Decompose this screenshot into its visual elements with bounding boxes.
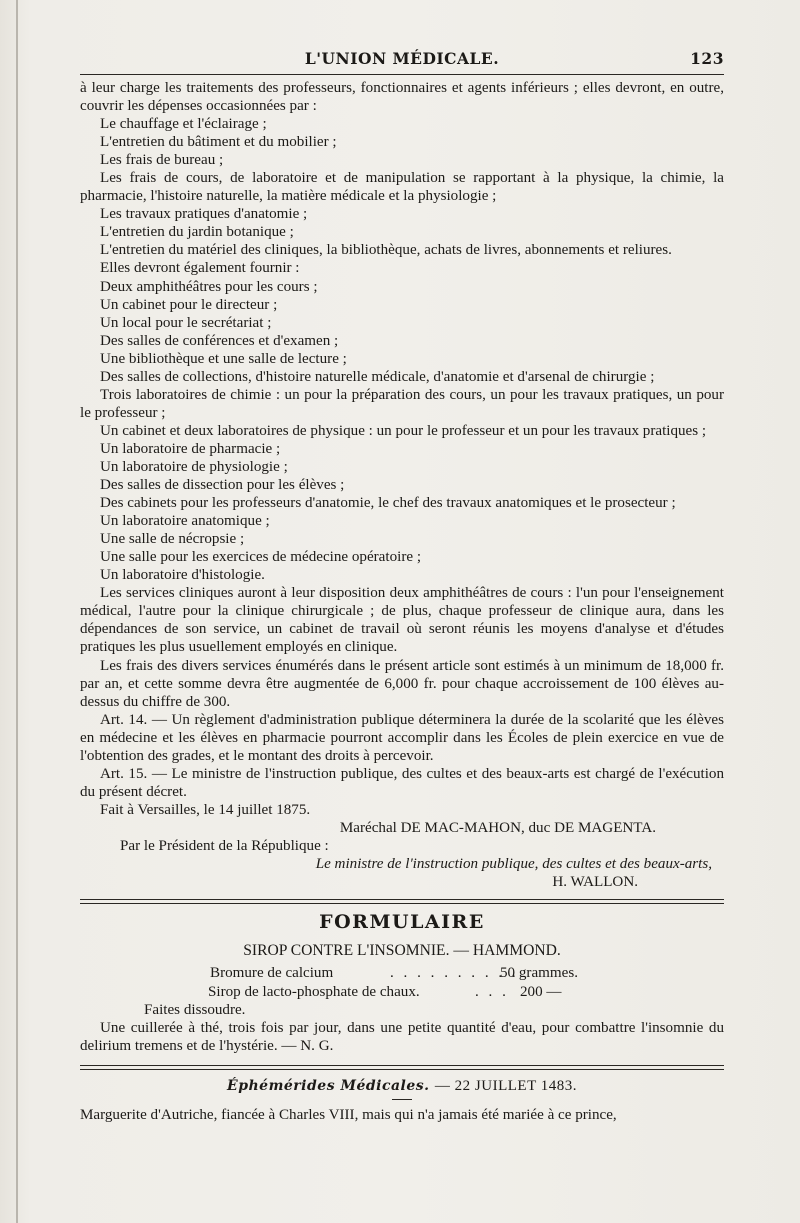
ephemerides-text: Marguerite d'Autriche, fiancée à Charles VIII, mais qui n'a jamais été mariée à ce prince, (80, 1107, 617, 1124)
ingredient-name: Bromure de calcium (210, 965, 334, 982)
formulaire-title: FORMULAIRE (319, 911, 485, 934)
page-number: 123 (690, 49, 724, 68)
short-dash (392, 1099, 412, 1100)
paragraph: Un laboratoire de pharmacie ; (100, 440, 281, 457)
paragraph: Les frais de cours, de laboratoire et de manipulation se rapportant à la physique, la chimie, la pharmacie, l'histoire naturelle, la matière médicale et la physiologie ; (80, 170, 724, 205)
paragraph: Fait à Versailles, le 14 juillet 1875. (100, 801, 311, 818)
instruction-dissolve: Faites dissoudre. (144, 1002, 246, 1019)
paragraph: Un cabinet et deux laboratoires de physique : un pour le professeur et un pour les travaux pratiques ; (100, 422, 707, 439)
ingredient-quantity: 200 — (520, 983, 562, 1000)
paragraph: Les frais de bureau ; (100, 152, 224, 169)
by-president: Par le Président de la République : (120, 837, 329, 854)
ingredient-row (80, 983, 724, 1002)
paragraph: Un local pour le secrétariat ; (100, 314, 272, 331)
paragraph: Elles devront également fournir : (100, 260, 300, 277)
decree-text (80, 79, 724, 891)
paragraph: Art. 14. — Un règlement d'administration publique déterminera la durée de la scolarité que les élèves en médecine et les élèves en pharmacie pourront accomplir dans les Écoles de plein exercice en vue de l'obtention des grades, et le montant des droits à percevoir. (80, 711, 724, 764)
paragraph: Un laboratoire d'histologie. (100, 567, 265, 584)
paragraph: Des salles de conférences et d'examen ; (100, 332, 339, 349)
paragraph: Une salle pour les exercices de médecine opératoire ; (100, 549, 422, 566)
paragraph: Art. 15. — Le ministre de l'instruction publique, des cultes et des beaux-arts est chargé de l'exécution du présent décret. (80, 765, 724, 800)
paragraph: L'entretien du jardin botanique ; (100, 224, 294, 241)
recipe-title: SIROP CONTRE L'INSOMNIE. — HAMMOND. (243, 942, 561, 960)
paragraph: Un cabinet pour le directeur ; (100, 296, 278, 313)
section-rule (80, 1065, 724, 1070)
paragraph: à leur charge les traitements des professeurs, fonctionnaires et agents inférieurs ; elles devront, en outre, couvrir les dépenses occasionnées par : (80, 80, 724, 115)
formulaire-section (80, 910, 724, 1055)
section-rule (80, 899, 724, 904)
paragraph: Un laboratoire anatomique ; (100, 513, 270, 530)
paragraph: Les frais des divers services énumérés dans le présent article sont estimés à un minimum de 18,000 fr. par an, et cette somme devra être augmentée de 6,000 fr. pour chaque accroissement de 100 élèves au-dessus du chiffre de 300. (80, 657, 724, 710)
ingredient-row (80, 964, 724, 983)
running-header (80, 46, 724, 72)
ephemerides-title: Éphémérides Médicales. (227, 1078, 430, 1095)
signature-marshal: Maréchal DE MAC-MAHON, duc DE MAGENTA. (339, 819, 656, 836)
paragraph: Des salles de dissection pour les élèves ; (100, 477, 345, 494)
ephemerides-section (80, 1076, 724, 1124)
paragraph: Les services cliniques auront à leur disposition deux amphithéâtres de cours : l'un pour l'enseignement médical, l'autre pour la clinique chirurgicale ; de plus, chaque professeur de clinique aura, dans les dépendances de son service, un cabinet de travail où seront réunis les moyens d'analyse et d'études pratiques les plus usuellement employés en clinique. (80, 585, 724, 656)
leader-dots: . . . (475, 983, 509, 1000)
paragraph: Des cabinets pour les professeurs d'anatomie, le chef des travaux anatomiques et le prosecteur ; (100, 495, 676, 512)
paragraph: Une salle de nécropsie ; (100, 531, 245, 548)
paragraph: Des salles de collections, d'histoire naturelle médicale, d'anatomie et d'arsenal de chirurgie ; (100, 368, 655, 385)
ephemerides-heading (80, 1076, 724, 1096)
ephemerides-date: — 22 JUILLET 1483. (434, 1078, 577, 1095)
paragraph: Une bibliothèque et une salle de lecture ; (100, 350, 347, 367)
paragraph: Deux amphithéâtres pour les cours ; (100, 278, 318, 295)
minister-title: Le ministre de l'instruction publique, des cultes et des beaux-arts, (315, 856, 712, 873)
paragraph: Trois laboratoires de chimie : un pour la préparation des cours, un pour les travaux pratiques, un pour le professeur ; (80, 386, 724, 421)
instruction-dosage: Une cuillerée à thé, trois fois par jour, dans une petite quantité d'eau, pour combattre l'insomnie du delirium tremens et de l'hystérie. — N. G. (80, 1020, 724, 1055)
paragraph: Les travaux pratiques d'anatomie ; (100, 206, 308, 223)
paragraph: Le chauffage et l'éclairage ; (100, 116, 267, 133)
leader-dots: . . . . . . . . . . (390, 965, 519, 982)
ingredient-name: Sirop de lacto-phosphate de chaux. (208, 983, 420, 1000)
ingredient-quantity: 50 grammes. (500, 965, 578, 982)
header-rule (80, 74, 724, 75)
paragraph: L'entretien du matériel des cliniques, la bibliothèque, achats de livres, abonnements et reliures. (100, 242, 672, 259)
paragraph: Un laboratoire de physiologie ; (100, 458, 288, 475)
journal-title: L'UNION MÉDICALE. (304, 49, 500, 68)
minister-name: H. WALLON. (552, 874, 638, 891)
paragraph: L'entretien du bâtiment et du mobilier ; (100, 134, 337, 151)
page-spine (16, 0, 18, 1223)
page-content (80, 46, 724, 1124)
